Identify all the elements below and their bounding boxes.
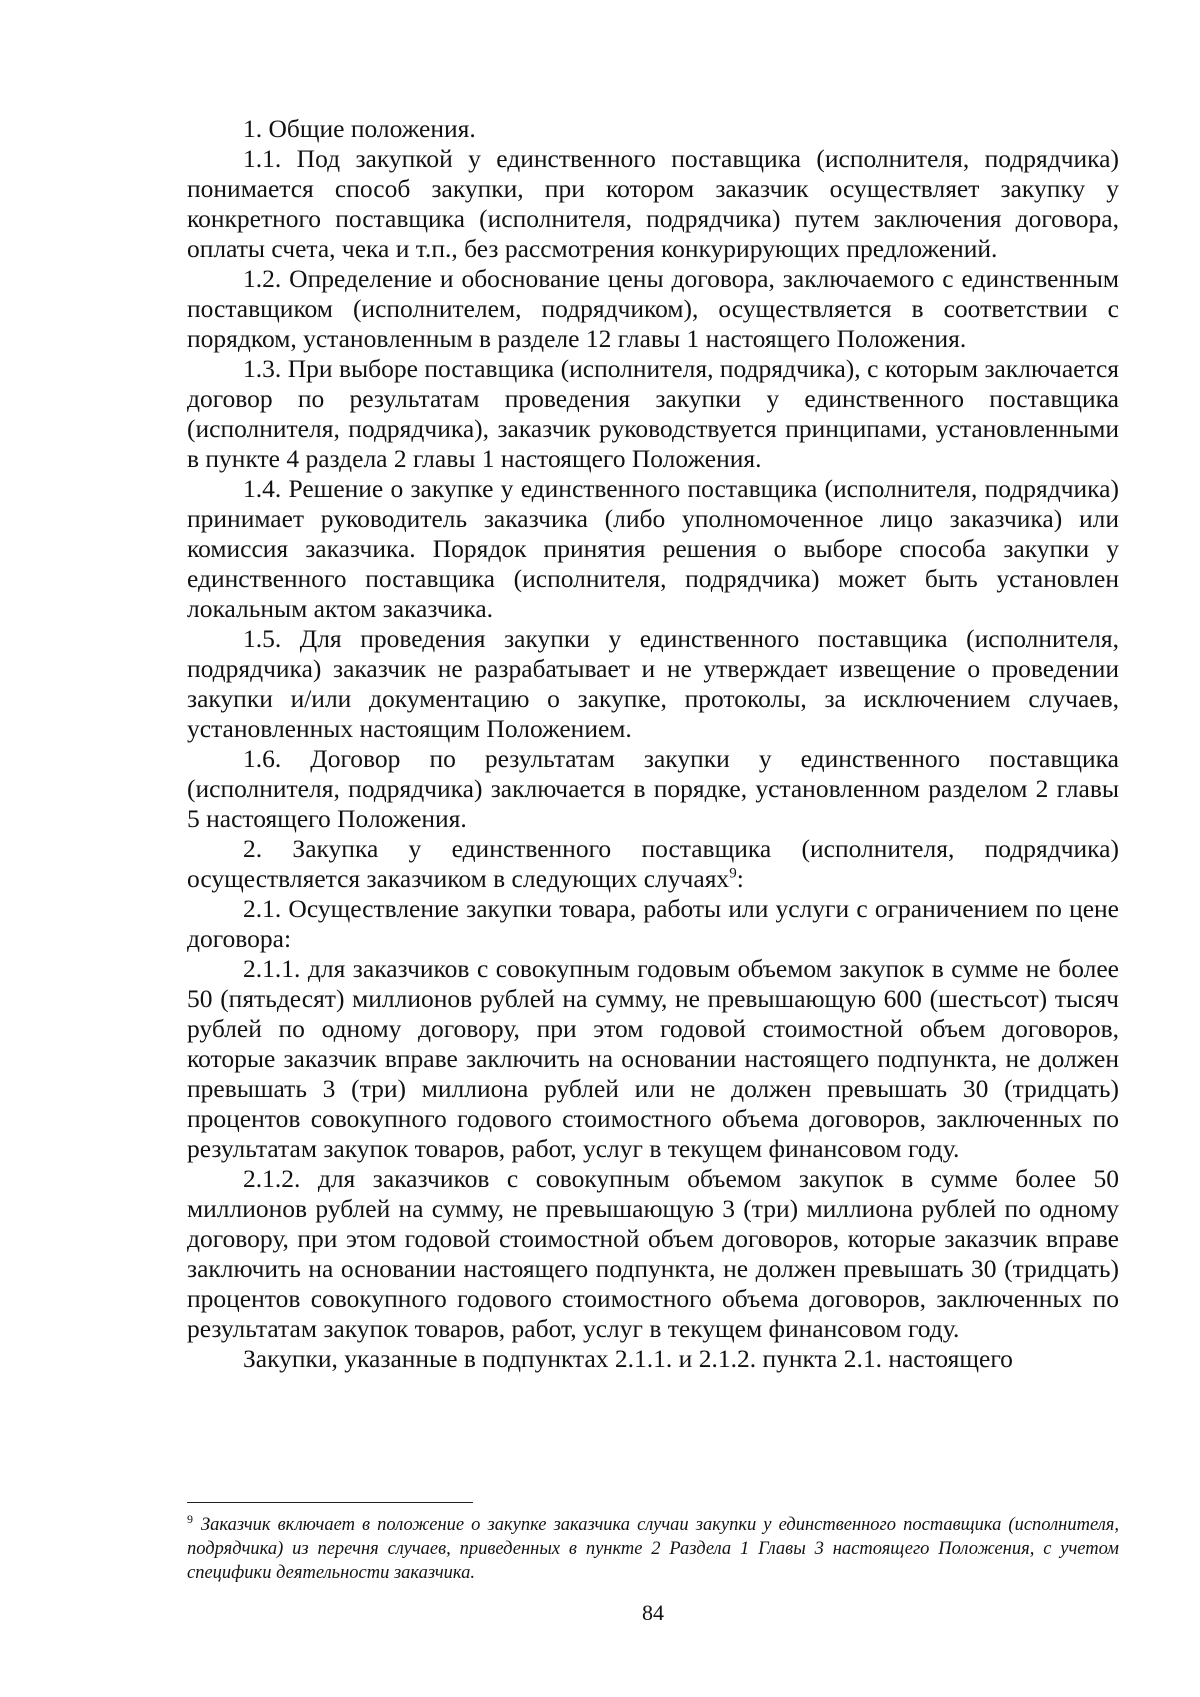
footnote-number: 9 xyxy=(187,1511,193,1526)
paragraph-2-1-1: 2.1.1. для заказчиков с совокупным годовым объемом закупок в сумме не более 50 (пятьдесят) миллионов рублей на сумму, не превышающую 600 (шестьсот) тысяч рублей по одному договору, при этом годовой стоимостной объем договоров, которые заказчик вправе заключить на основании настоящего подпункта, не должен превышать 3 (три) миллиона рублей или не должен превышать 30 (тридцать) процентов совокупного годового стоимостного объема договоров, заключенных по результатам закупок товаров, работ, услуг в текущем финансовом году. xyxy=(187,954,1119,1163)
paragraph-1-6: 1.6. Договор по результатам закупки у единственного поставщика (исполнителя, подрядчика) заключается в порядке, установленном разделом 2 главы 5 настоящего Положения. xyxy=(187,744,1119,833)
footnote-text: Заказчик включает в положение о закупке заказчика случаи закупки у единственного поставщика (исполнителя, подрядчика) из перечня случаев, приведенных в пункте 2 Раздела 1 Главы 3 настоящего Положения, с учетом специфики деятельности заказчика. xyxy=(187,1515,1119,1583)
paragraph-1-4: 1.4. Решение о закупке у единственного поставщика (исполнителя, подрядчика) принимает руководитель заказчика (либо уполномоченное лицо заказчика) или комиссия заказчика. Порядок принятия решения о выборе способа закупки у единственного поставщика (исполнителя, подрядчика) может быть установлен локальным актом заказчика. xyxy=(187,474,1119,623)
footnote-reference[interactable]: 9 xyxy=(729,865,737,882)
paragraph-1-1: 1.1. Под закупкой у единственного поставщика (исполнителя, подрядчика) понимается способ закупки, при котором заказчик осуществляет закупку у конкретного поставщика (исполнителя, подрядчика) путем заключения договора, оплаты счета, чека и т.п., без рассмотрения конкурирующих предложений. xyxy=(187,144,1119,263)
document-body xyxy=(187,114,1119,1374)
footnote xyxy=(187,1513,1119,1585)
footnote-separator xyxy=(187,1502,473,1503)
paragraph-1-5: 1.5. Для проведения закупки у единственного поставщика (исполнителя, подрядчика) заказчик не разрабатывает и не утверждает извещение о проведении закупки и/или документацию о закупке, протоколы, за исключением случаев, установленных настоящим Положением. xyxy=(187,624,1119,743)
paragraph-2 xyxy=(187,834,1119,894)
paragraph-1-2: 1.2. Определение и обоснование цены договора, заключаемого с единственным поставщиком (исполнителем, подрядчиком), осуществляется в соответствии с порядком, установленным в разделе 12 главы 1 настоящего Положения. xyxy=(187,264,1119,353)
paragraph-1-3: 1.3. При выборе поставщика (исполнителя, подрядчика), с которым заключается договор по результатам проведения закупки у единственного поставщика (исполнителя, подрядчика), заказчик руководствуется принципами, установленными в пункте 4 раздела 2 главы 1 настоящего Положения. xyxy=(187,354,1119,473)
paragraph-closing: Закупки, указанные в подпунктах 2.1.1. и 2.1.2. пункта 2.1. настоящего xyxy=(243,1344,1013,1373)
page-number: 84 xyxy=(642,1600,664,1625)
paragraph-2-1-2: 2.1.2. для заказчиков с совокупным объемом закупок в сумме более 50 миллионов рублей на сумму, не превышающую 3 (три) миллиона рублей по одному договору, при этом годовой стоимостной объем договоров, которые заказчик вправе заключить на основании настоящего подпункта, не должен превышать 30 (тридцать) процентов совокупного годового стоимостного объема договоров, заключенных по результатам закупок товаров, работ, услуг в текущем финансовом году. xyxy=(187,1164,1119,1343)
paragraph-2-tail: : xyxy=(736,864,744,893)
section-heading: 1. Общие положения. xyxy=(243,114,476,143)
paragraph-2-text: 2. Закупка у единственного поставщика (исполнителя, подрядчика) осуществляется заказчиком в следующих случаях xyxy=(187,834,1119,893)
paragraph-2-1: 2.1. Осуществление закупки товара, работы или услуги с ограничением по цене договора: xyxy=(187,894,1119,953)
